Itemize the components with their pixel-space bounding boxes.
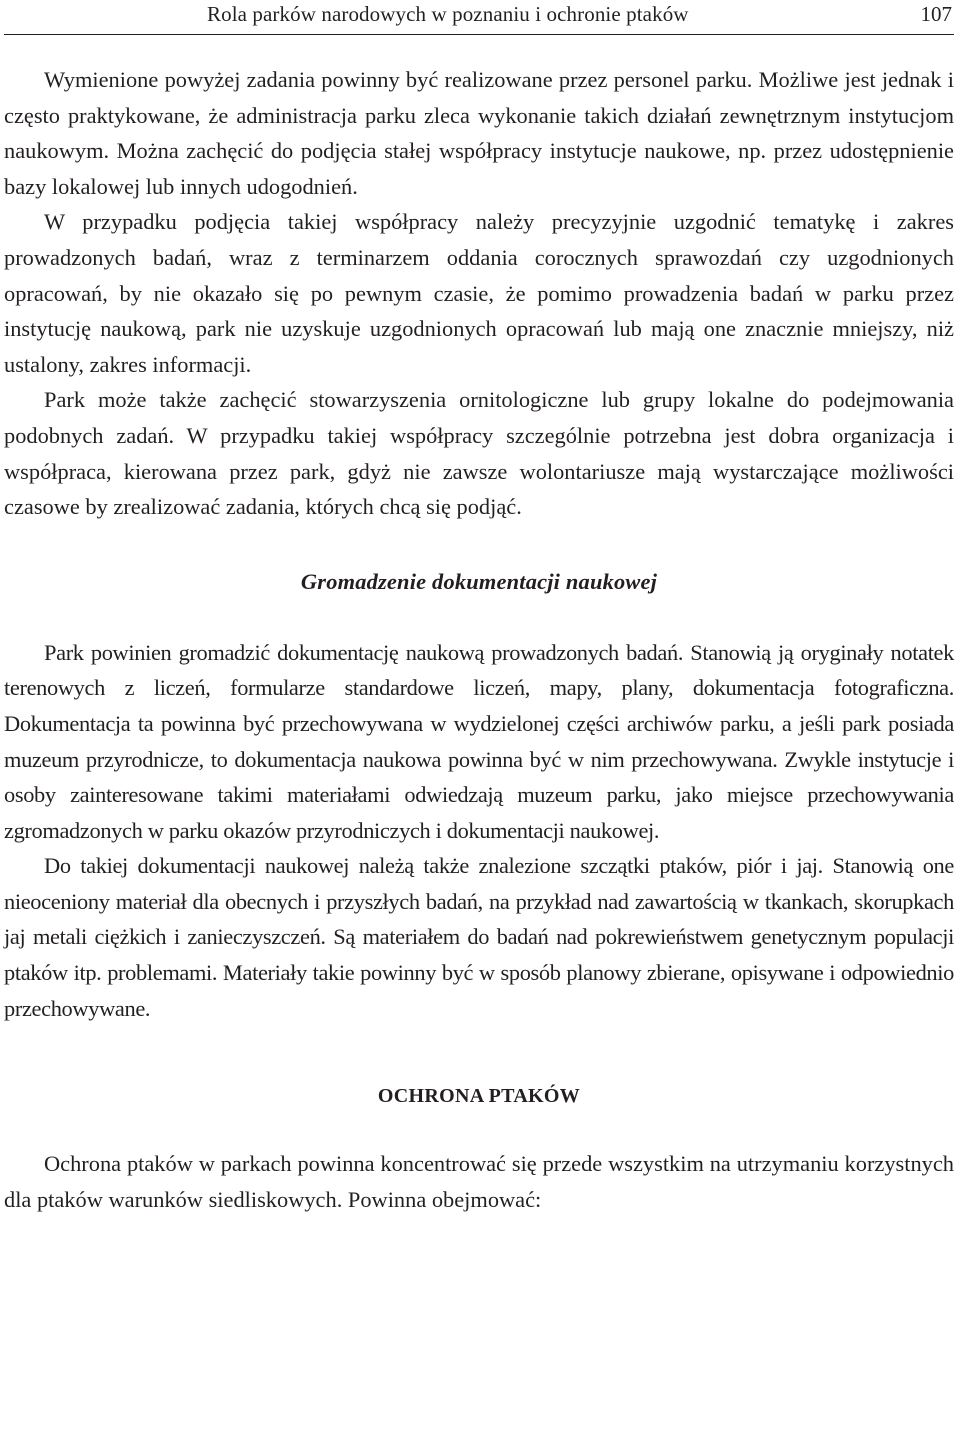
book-page (4, 0, 954, 1217)
running-header (4, 0, 954, 35)
paragraph-6: Ochrona ptaków w parkach powinna koncentrować się przede wszystkim na utrzymaniu korzystnych dla ptaków warunków siedliskowych. Powinna obejmować: (4, 1151, 954, 1212)
paragraph-2: W przypadku podjęcia takiej współpracy należy precyzyjnie uzgodnić tematykę i zakres prowadzonych badań, wraz z terminarzem oddania corocznych sprawozdań czy uzgodnionych opracowań, by nie okazało się po pewnym czasie, że pomimo prowadzenia badań w parku przez instytucję naukową, park nie uzyskuje uzgodnionych opracowań lub mają one znacznie mniejszy, niż ustalony, zakres informacji. (4, 209, 954, 377)
paragraph-1: Wymienione powyżej zadania powinny być realizowane przez personel parku. Możliwe jest jednak i często praktykowane, że administracja parku zleca wykonanie takich działań zewnętrznym instytucjom naukowym. Można zachęcić do podjęcia stałej współpracy instytucje naukowe, np. przez udostępnienie bazy lokalowej lub innych udogodnień. (4, 67, 954, 199)
section-heading-bird-protection: OCHRONA PTAKÓW (377, 1085, 581, 1108)
running-title: Rola parków narodowych w poznaniu i ochronie ptaków (207, 2, 689, 26)
section-heading-scientific-documentation: Gromadzenie dokumentacji naukowej (300, 568, 658, 594)
paragraph-4: Park powinien gromadzić dokumentację naukową prowadzonych badań. Stanowią ją oryginały notatek terenowych z liczeń, formularze standardowe liczeń, mapy, plany, dokumentacja fotograficzna. Dokumentacja ta powinna być przechowywana w wydzielonej części archiwów parku, a jeśli park posiada muzeum przyrodnicze, to dokumentacja naukowa powinna być w nim przechowywana. Zwykle instytucje i osoby zainteresowane takimi materiałami odwiedzają muzeum parku, jako miejsce przechowywania zgromadzonych w parku okazów przyrodniczych i dokumentacji naukowej. (4, 639, 954, 843)
paragraph-3: Park może także zachęcić stowarzyszenia ornitologiczne lub grupy lokalne do podejmowania podobnych zadań. W przypadku takiej współpracy szczególnie potrzebna jest dobra organizacja i współpraca, kierowana przez park, gdyż nie zawsze wolontariusze mają wystarczające możliwości czasowe by zrealizować zadania, których chcą się podjąć. (4, 387, 954, 520)
page-number: 107 (920, 2, 952, 26)
paragraph-5: Do takiej dokumentacji naukowej należą także znalezione szczątki ptaków, piór i jaj. Stanowią one nieoceniony materiał dla obecnych i przyszłych badań, na przykład nad zawartością w tkankach, skorupkach jaj metali ciężkich i zanieczyszczeń. Są materiałem do badań nad pokrewieństwem genetycznym populacji ptaków itp. problemami. Materiały takie powinny być w sposób planowy zbierane, opisywane i odpowiednio przechowywane. (4, 853, 954, 1021)
